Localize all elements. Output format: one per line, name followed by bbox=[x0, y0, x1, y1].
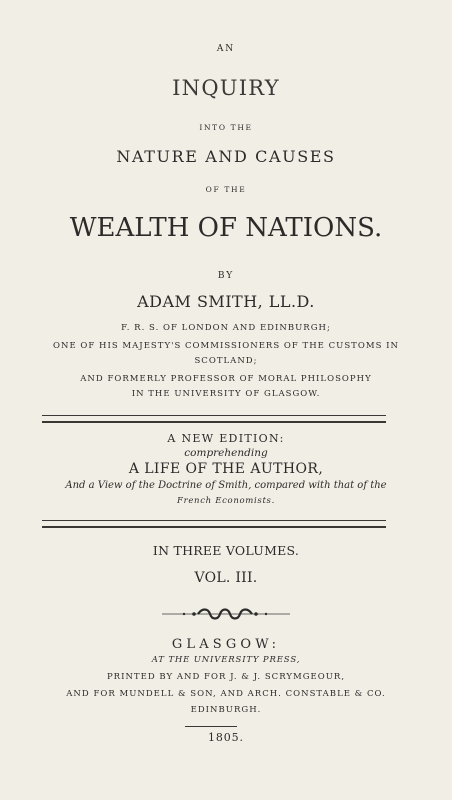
credential-line-3: SCOTLAND; bbox=[194, 356, 258, 366]
edition-label: A NEW EDITION: bbox=[167, 432, 285, 445]
flourish-ornament-icon bbox=[160, 608, 292, 620]
title-an: AN bbox=[216, 44, 236, 54]
double-rule-upper bbox=[42, 415, 386, 423]
title-into-the: INTO THE bbox=[199, 123, 253, 132]
place-glasgow: GLASGOW: bbox=[171, 637, 281, 652]
credential-line-1: F. R. S. OF LONDON AND EDINBURGH; bbox=[121, 323, 331, 333]
title-nature-and-causes: NATURE AND CAUSES bbox=[116, 147, 336, 166]
printer-line-2: AND FOR MUNDELL & SON, AND ARCH. CONSTABLE & CO. bbox=[66, 689, 386, 699]
volumes-label: IN THREE VOLUMES. bbox=[152, 543, 300, 558]
view-line-1: And a View of the Doctrine of Smith, compared with that of the bbox=[65, 480, 387, 491]
title-by: BY bbox=[217, 271, 235, 281]
title-wealth-of-nations: WEALTH OF NATIONS. bbox=[69, 213, 383, 243]
credential-line-4: AND FORMERLY PROFESSOR OF MORAL PHILOSOPHY bbox=[80, 374, 372, 384]
credential-line-5: IN THE UNIVERSITY OF GLASGOW. bbox=[131, 389, 321, 399]
author-name: ADAM SMITH, LL.D. bbox=[137, 292, 315, 311]
comprehending-text: comprehending bbox=[184, 447, 268, 459]
life-of-author: A LIFE OF THE AUTHOR, bbox=[128, 461, 324, 477]
title-of-the: OF THE bbox=[205, 185, 247, 194]
printer-line-1: PRINTED BY AND FOR J. & J. SCRYMGEOUR, bbox=[106, 672, 346, 682]
volume-number: VOL. III. bbox=[194, 570, 258, 586]
double-rule-lower bbox=[42, 520, 386, 528]
publication-year: 1805. bbox=[208, 731, 244, 744]
short-rule bbox=[185, 726, 237, 727]
university-press: AT THE UNIVERSITY PRESS, bbox=[151, 655, 301, 665]
title-inquiry: INQUIRY bbox=[172, 76, 280, 100]
credential-line-2: ONE OF HIS MAJESTY'S COMMISSIONERS OF THE CUSTOMS IN bbox=[53, 341, 399, 351]
view-line-2: French Economists. bbox=[177, 496, 275, 506]
printer-line-3: EDINBURGH. bbox=[190, 705, 262, 715]
